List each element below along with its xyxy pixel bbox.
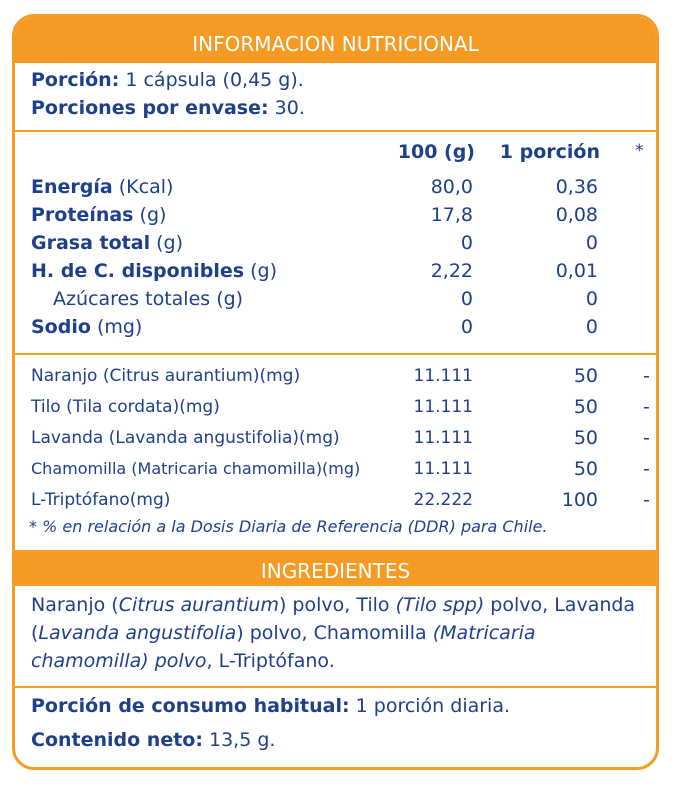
- nutrient-name: Grasa total: [31, 232, 151, 254]
- extract-value-100g: 22.222: [413, 490, 473, 510]
- ingredients-italic: (Tilo spp): [395, 594, 485, 616]
- nutrient-subitem: Azúcares totales (g): [53, 288, 244, 310]
- ingredients-part: polvo, Lavanda (: [31, 594, 636, 644]
- nutrient-row: [31, 260, 277, 282]
- header-portion: 1 porción: [499, 141, 600, 163]
- nutrient-value-100g: 2,22: [430, 260, 473, 282]
- divider: [15, 686, 656, 688]
- extract-value-portion: 100: [561, 489, 598, 511]
- nutrient-unit: (mg): [96, 316, 143, 338]
- extract-ddr: -: [643, 365, 650, 387]
- ingredients-part: ) polvo, Tilo: [278, 594, 396, 616]
- nutrient-value-portion: 0: [585, 288, 598, 310]
- nutrient-value-100g: 17,8: [430, 204, 473, 226]
- habitual-portion-line: [31, 695, 510, 717]
- divider: [15, 130, 656, 132]
- extract-label: Chamomilla (Matricaria chamomilla)(mg): [31, 459, 361, 478]
- nutrient-unit: (Kcal): [118, 176, 174, 198]
- nutrient-row: [31, 204, 166, 226]
- ingredients-italic: Lavanda angustifolia: [38, 622, 237, 644]
- nutrient-value-portion: 0,36: [555, 176, 598, 198]
- footnote: * % en relación a la Dosis Diaria de Referencia (DDR) para Chile.: [29, 517, 548, 536]
- extract-ddr: -: [643, 427, 650, 449]
- extract-value-portion: 50: [573, 365, 598, 387]
- divider: [15, 353, 656, 355]
- header-ddr: *: [635, 141, 644, 161]
- nutrient-value-portion: 0,01: [555, 260, 598, 282]
- portion-value: 1 cápsula (0,45 g).: [125, 69, 304, 91]
- extract-value-portion: 50: [573, 458, 598, 480]
- ingredients-italic: (Matricaria chamomilla) polvo: [31, 622, 536, 672]
- nutrient-name: H. de C. disponibles: [31, 260, 245, 282]
- nutrient-row: [31, 176, 173, 198]
- portion-label: Porción:: [31, 69, 120, 91]
- nutrient-value-100g: 0: [460, 288, 473, 310]
- nutrition-label: [12, 14, 659, 770]
- extract-value-portion: 50: [573, 396, 598, 418]
- extract-value-100g: 11.111: [413, 366, 473, 386]
- nutrient-value-portion: 0: [585, 232, 598, 254]
- extract-value-portion: 50: [573, 427, 598, 449]
- portion-line: [31, 69, 304, 91]
- extract-label: Naranjo (Citrus aurantium)(mg): [31, 366, 301, 386]
- habitual-portion-value: 1 porción diaria.: [355, 695, 511, 717]
- extract-ddr: -: [643, 396, 650, 418]
- ingredients-part: ) polvo, Chamomilla: [236, 622, 433, 644]
- extract-ddr: -: [643, 458, 650, 480]
- header-100g: 100 (g): [397, 141, 475, 163]
- net-content-value: 13,5 g.: [209, 729, 276, 751]
- ingredients-text: [31, 591, 646, 675]
- servings-per-pack-line: [31, 97, 305, 119]
- nutrient-row: [31, 316, 142, 338]
- nutrient-name: Sodio: [31, 316, 91, 338]
- ingredients-italic: Citrus aurantium: [118, 594, 279, 616]
- nutrient-value-portion: 0,08: [555, 204, 598, 226]
- extract-ddr: -: [643, 489, 650, 511]
- nutrition-title: INFORMACION NUTRICIONAL: [15, 17, 656, 63]
- net-content-line: [31, 729, 275, 751]
- extract-value-100g: 11.111: [413, 397, 473, 417]
- nutrient-value-100g: 0: [460, 316, 473, 338]
- extract-value-100g: 11.111: [413, 459, 473, 479]
- nutrient-value-portion: 0: [585, 316, 598, 338]
- nutrient-name: Energía: [31, 176, 113, 198]
- extract-label: Lavanda (Lavanda angustifolia)(mg): [31, 428, 340, 448]
- ingredients-part: , L-Triptófano.: [206, 650, 335, 672]
- extract-value-100g: 11.111: [413, 428, 473, 448]
- extract-label: Tilo (Tila cordata)(mg): [31, 397, 220, 417]
- nutrient-value-100g: 0: [460, 232, 473, 254]
- extract-label: L-Triptófano(mg): [31, 490, 171, 510]
- habitual-portion-label: Porción de consumo habitual:: [31, 695, 350, 717]
- nutrient-row: [31, 232, 183, 254]
- nutrient-unit: (g): [139, 204, 167, 226]
- servings-per-pack-value: 30.: [274, 97, 305, 119]
- nutrient-unit: (g): [156, 232, 184, 254]
- nutrient-row: [53, 288, 243, 310]
- nutrient-value-100g: 80,0: [430, 176, 473, 198]
- nutrient-unit: (g): [250, 260, 277, 282]
- net-content-label: Contenido neto:: [31, 729, 203, 751]
- ingredients-part: Naranjo (: [31, 594, 119, 616]
- ingredients-title: INGREDIENTES: [15, 550, 656, 586]
- servings-per-pack-label: Porciones por envase:: [31, 97, 269, 119]
- nutrient-name: Proteínas: [31, 204, 134, 226]
